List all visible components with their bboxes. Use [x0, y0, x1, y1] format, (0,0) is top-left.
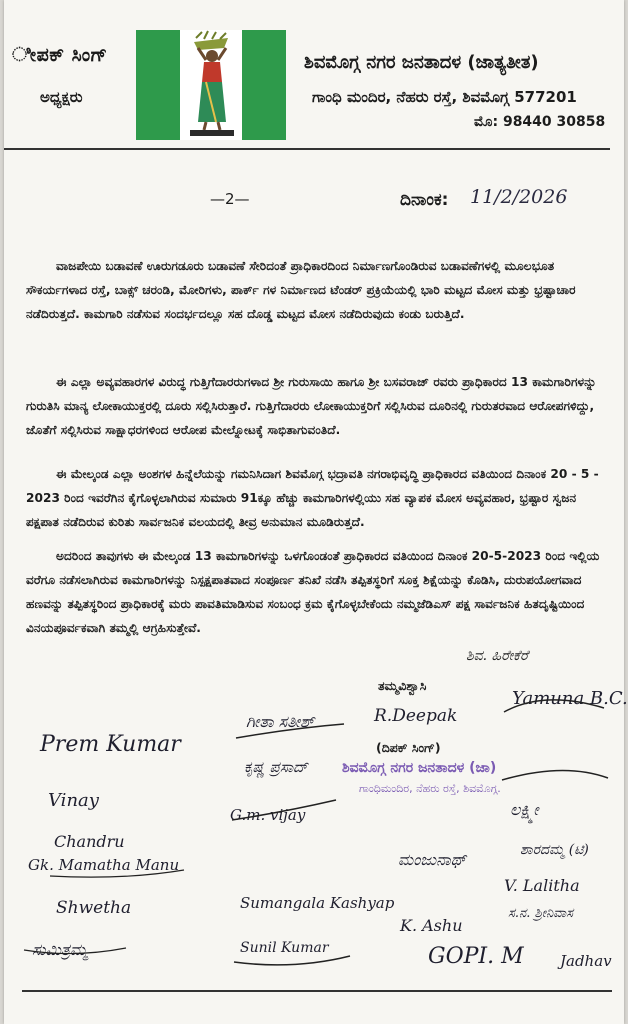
signature: Sunil Kumar — [240, 940, 329, 956]
signature: K. Ashu — [400, 916, 463, 935]
signature: ಗೀತಾ ಸತೀಶ್ — [246, 712, 315, 731]
signer-name: (ದಿಪಕ್ ಸಿಂಗ್) — [376, 740, 441, 755]
signature: Yamuna B.C. — [512, 688, 628, 709]
signature: ಲಕ್ಷ್ಮೀ — [510, 800, 539, 819]
body-paragraph-3: ಈ ಮೇಲ್ಕಂಡ ಎಲ್ಲಾ ಅಂಶಗಳ ಹಿನ್ನೆಲೆಯನ್ನು ಗಮನಿಸಿದಾಗ ಶಿವಮೊಗ್ಗ ಭದ್ರಾವತಿ ನಗರಾಭಿವೃದ್ಧಿ ಪ್ರಾಧಿಕಾರದ ವತಿಯಿಂದ ದಿನಾಂಕ 20 - 5 - 2023 ರಿಂದ ಇವರೆಗಿನ ಕೈಗೊಳ್ಳಲಾಗಿರುವ ಸುಮಾರು 91ಕ್ಕೂ ಹೆಚ್ಚು ಕಾಮಗಾರಿಗಳಲ್ಲಿಯು ಸಹ ವ್ಯಾಪಕ ಮೋಸ ಅವ್ಯವಹಾರ, ಭ್ರಷ್ಟಾರ ಸ್ವಜನ ಪಕ್ಷಪಾತ ನಡೆದಿರುವ ಕುರಿತು ಸಾರ್ವಜನಿಕ ವಲಯದಲ್ಲಿ ತೀವ್ರ ಅನುಮಾನ ಮೂಡಿರುತ್ತದೆ. — [26, 467, 599, 529]
body-paragraph-2: ಈ ಎಲ್ಲಾ ಅವ್ಯವಹಾರಗಳ ವಿರುದ್ಧ ಗುತ್ತಿಗೆದಾರರುಗಳಾದ ಶ್ರೀ ಗುರುಸಾಯಿ ಹಾಗೂ ಶ್ರೀ ಬಸವರಾಜ್ ರವರು ಪ್ರಾಧಿಕಾರದ 13 ಕಾಮಗಾರಿಗಳನ್ನು ಗುರುತಿಸಿ ಮಾನ್ಯ ಲೋಕಾಯುಕ್ತರಲ್ಲಿ ದೂರು ಸಲ್ಲಿಸಿರುತ್ತಾರೆ. ಗುತ್ತಿಗೆದಾರರು ಲೋಕಾಯುಕ್ತರಿಗೆ ಸಲ್ಲಿಸಿರುವ ದೂರಿನಲ್ಲಿ ಗುರುತರವಾದ ಆರೋಪಗಳಿದ್ದು, ಜೊತೆಗೆ ಸಲ್ಲಿಸಿರುವ ಸಾಕ್ಷಾಧರಗಳಿಂದ ಆರೋಪ ಮೇಲ್ನೋಟಕ್ಕೆ ಸಾಭಿತಾಗುವಂತಿದೆ. — [26, 375, 597, 437]
signature: ಮಂಜುನಾಥ್ — [398, 850, 467, 869]
party-stamp-line-2: ಗಾಂಧಿಮಂದಿರ, ನೆಹರು ರಸ್ತೆ, ಶಿವಮೊಗ್ಗ. — [359, 782, 501, 795]
party-stamp-line-1: ಶಿವಮೊಗ್ಗ ನಗರ ಜನತಾದಳ (ಜಾ) — [342, 760, 497, 776]
signature: ಶಾರದಮ್ಮ (ಟಿ) — [520, 842, 589, 858]
party-phone: ಮೊ: 98440 30858 — [474, 114, 606, 130]
president-name: ೀಪಕ್ ಸಿಂಗ್ — [12, 44, 108, 66]
signature: Vinay — [48, 790, 99, 811]
signature: Prem Kumar — [40, 732, 181, 757]
party-name: ಶಿವಮೊಗ್ಗ ನಗರ ಜನತಾದಳ (ಜಾತ್ಯತೀತ) — [304, 52, 539, 73]
signature: GOPI. M — [428, 944, 524, 969]
signature: Shwetha — [56, 898, 132, 918]
signature: Sumangala Kashyap — [240, 894, 395, 912]
signer-signature: R.Deepak — [374, 706, 458, 726]
signature: G.m. vijay — [230, 806, 306, 824]
date-value: 11/2/2026 — [470, 186, 568, 208]
signature: V. Lalitha — [504, 876, 580, 895]
closing-salutation: ತಮ್ಮವಿಶ್ವಾಸಿ — [378, 678, 427, 693]
body-paragraph-4: ಅದರಿಂದ ತಾವುಗಳು ಈ ಮೇಲ್ಕಂಡ 13 ಕಾಮಗಾರಿಗಳನ್ನು ಒಳಗೊಂಡಂತೆ ಪ್ರಾಧಿಕಾರದ ವತಿಯಿಂದ ದಿನಾಂಕ 20-5-2023 ರಿಂದ ಇಲ್ಲಿಯ ವರೆಗೂ ನಡೆಸಲಾಗಿರುವ ಕಾಮಗಾರಿಗಳನ್ನು ನಿಸ್ಪಕ್ಷಪಾತವಾದ ಸಂಪೂರ್ಣ ತನಿಖೆ ನಡೆಸಿ ತಪ್ಪಿತಸ್ಥರಿಗೆ ಸೂಕ್ತ ಶಿಕ್ಷೆಯನ್ನು ಕೊಡಿಸಿ, ದುರುಪಯೋಗವಾದ ಹಣವನ್ನು ತಪ್ಪಿತಸ್ಥರಿಂದ ಪ್ರಾಧಿಕಾರಕ್ಕೆ ಮರು ಪಾವತಿಮಾಡಿಸುವ ಸಂಬಂಧ ಕ್ರಮ ಕೈಗೊಳ್ಳಬೇಕೆಂದು ನಮ್ಮಜೆಡಿಎಸ್ ಪಕ್ಷ ಸಾರ್ವಜನಿಕ ಹಿತದೃಷ್ಟಿಯಿಂದ ವಿನಯಪೂರ್ವಕವಾಗಿ ತಮ್ಮಲ್ಲಿ ಆಗ್ರಹಿಸುತ್ತೇವೆ. — [26, 549, 600, 635]
signature: ಸ.ನ. ಶ್ರೀನಿವಾಸ — [508, 906, 574, 921]
signature: Chandru — [54, 832, 125, 851]
body-paragraph-1: ವಾಜಪೇಯಿ ಬಡಾವಣೆ ಊರುಗಡೂರು ಬಡಾವಣೆ ಸೇರಿದಂತೆ ಪ್ರಾಧಿಕಾರದಿಂದ ನಿರ್ಮಾಣಗೊಂಡಿರುವ ಬಡಾವಣೆಗಳಲ್ಲಿ ಮೂಲಭೂತ ಸೌಕರ್ಯಗಳಾದ ರಸ್ತೆ, ಬಾಕ್ಸ್ ಚರಂಡಿ, ಮೋರಿಗಳು, ಪಾರ್ಕ್ ಗಳ ನಿರ್ಮಾಣದ ಟೆಂಡರ್ ಪ್ರಕ್ರಿಯೆಯಲ್ಲಿ ಭಾರಿ ಮಟ್ಟದ ಮೋಸ ಮತ್ತು ಭ್ರಷ್ಟಾಚಾರ ನಡೆದಿರುತ್ತದೆ. ಕಾಮಗಾರಿ ನಡೆಸುವ ಸಂದರ್ಭದಲ್ಲೂ ಸಹ ದೊಡ್ಡ ಮಟ್ಟದ ಮೋಸ ನಡೆದಿರುವುದು ಕಂಡು ಬರುತ್ತಿದೆ. — [26, 259, 576, 321]
signature: ಕೃಷ್ಣ ಪ್ರಸಾದ್ — [244, 758, 308, 776]
signature: Jadhav — [560, 952, 612, 970]
president-role: ಅಧ್ಯಕ್ಷರು — [40, 88, 83, 106]
handwritten-note: ಶಿವ. ಹಿರೇಕೆರೆ — [466, 648, 529, 664]
signature-strokes — [4, 0, 624, 1024]
page-number: —2— — [210, 190, 250, 208]
signature: ಸುಮಿತ್ರಮ್ಮ — [32, 940, 88, 959]
letter-paper — [4, 0, 628, 1024]
footer-divider — [22, 990, 612, 992]
signature: Gk. Mamatha Manu — [28, 856, 180, 874]
date-label: ದಿನಾಂಕ: — [400, 190, 449, 210]
party-address: ಗಾಂಧಿ ಮಂದಿರ, ನೆಹರು ರಸ್ತೆ, ಶಿವಮೊಗ್ಗ 577201 — [312, 88, 577, 106]
